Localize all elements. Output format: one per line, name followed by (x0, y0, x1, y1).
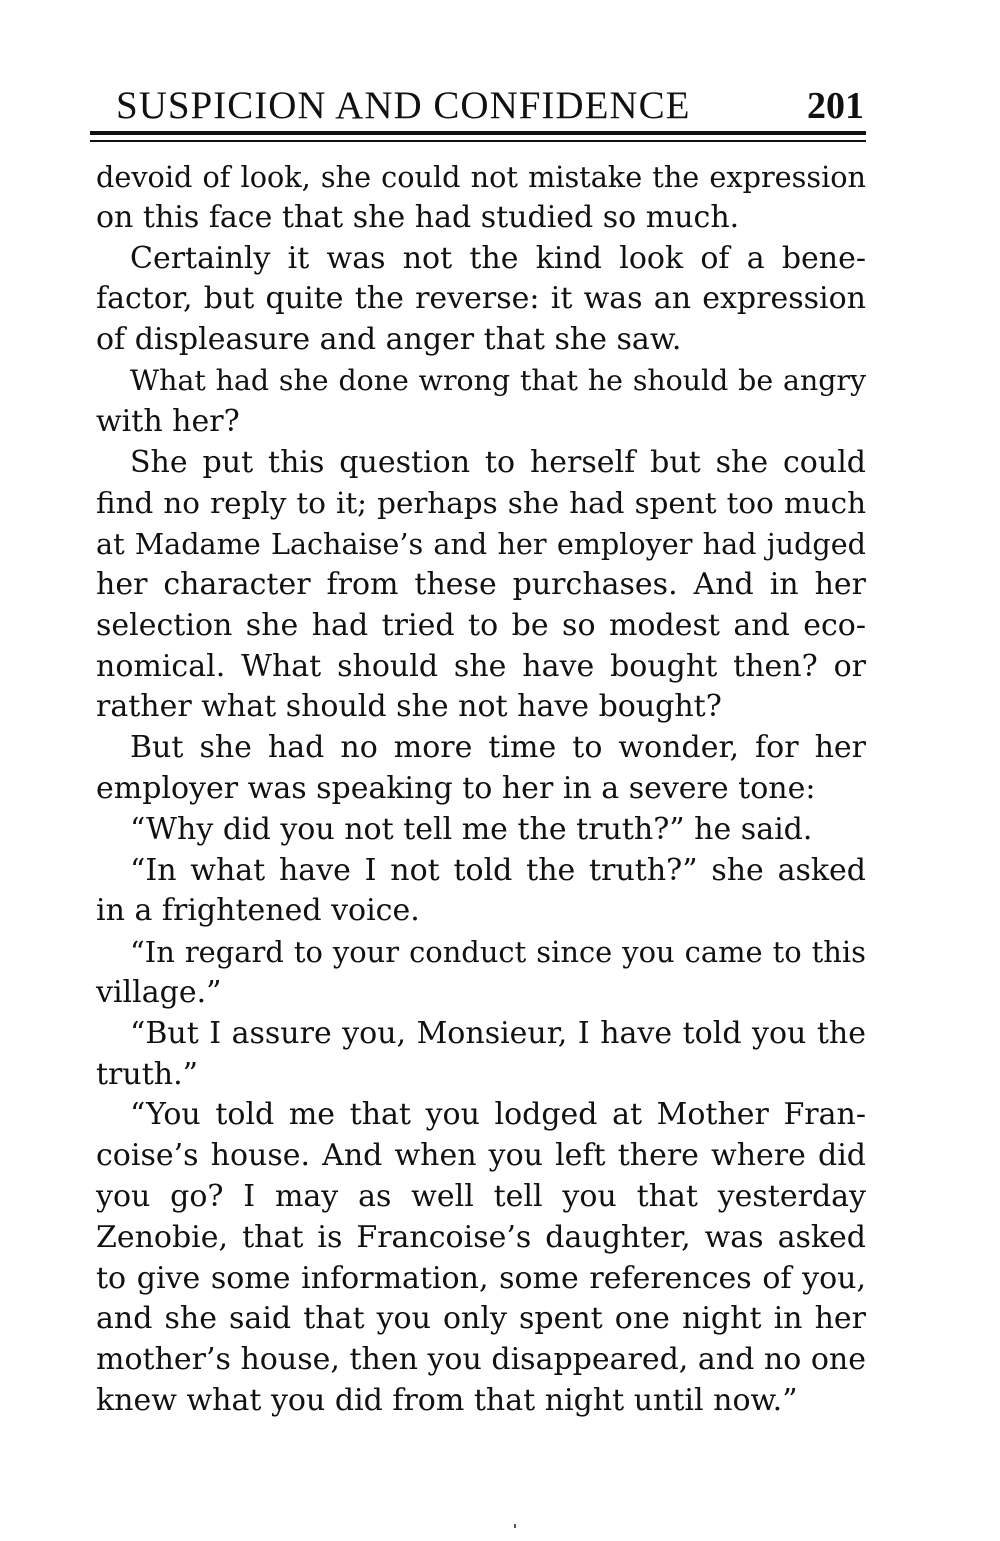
running-head: SUSPICION AND CONFIDENCE (116, 84, 691, 127)
text-line: at Madame Lachaise’s and her employer had judged (96, 527, 866, 562)
text-line: her character from these purchases. And in her (96, 566, 866, 602)
text-line: selection she had tried to be so modest and eco- (96, 607, 866, 643)
page-number: 201 (807, 85, 864, 127)
stray-ink-mark (514, 1524, 516, 1528)
text-line: on this face that she had studied so much. (96, 199, 740, 235)
text-line: with her? (96, 403, 240, 439)
text-line: “Why did you not tell me the truth?” he said. (130, 811, 813, 847)
text-line: She put this question to herself but she could (130, 444, 866, 480)
text-line: in a frightened voice. (96, 893, 420, 929)
text-line: to give some information, some references of you, (96, 1260, 866, 1296)
text-line: “In what have I not told the truth?” she asked (130, 852, 866, 888)
text-line: and she said that you only spent one night in her (96, 1301, 866, 1337)
text-line: But she had no more time to wonder, for her (130, 730, 866, 766)
text-line: rather what should she not have bought? (96, 689, 722, 725)
text-line: village.” (96, 974, 222, 1010)
text-line: mother’s house, then you disappeared, and no one (96, 1342, 866, 1378)
text-line: What had she done wrong that he should be angry (130, 363, 866, 397)
text-line: nomical. What should she have bought then? or (96, 648, 866, 684)
header-rule-thin (90, 140, 866, 142)
text-line: factor, but quite the reverse: it was an expression (96, 281, 866, 317)
text-line: knew what you did from that night until now.” (96, 1382, 798, 1418)
text-line: Zenobie, that is Francoise’s daughter, was asked (96, 1219, 866, 1255)
text-line: of displeasure and anger that she saw. (96, 322, 682, 358)
body-text (96, 157, 866, 1422)
text-line: coise’s house. And when you left there where did (96, 1138, 866, 1174)
text-line: “You told me that you lodged at Mother Fran- (130, 1097, 866, 1133)
text-line: employer was speaking to her in a severe tone: (96, 770, 816, 806)
text-line: “But I assure you, Monsieur, I have told you the (130, 1015, 866, 1051)
page-header (98, 84, 866, 128)
header-rule-thick (90, 131, 866, 135)
text-line: devoid of look, she could not mistake the expression (96, 160, 866, 194)
text-line: you go? I may as well tell you that yesterday (96, 1178, 866, 1214)
text-line: truth.” (96, 1056, 198, 1092)
text-line: “In regard to your conduct since you came to this (130, 935, 866, 970)
text-line: find no reply to it; perhaps she had spent too much (96, 486, 866, 521)
text-line: Certainly it was not the kind look of a bene- (130, 240, 866, 276)
